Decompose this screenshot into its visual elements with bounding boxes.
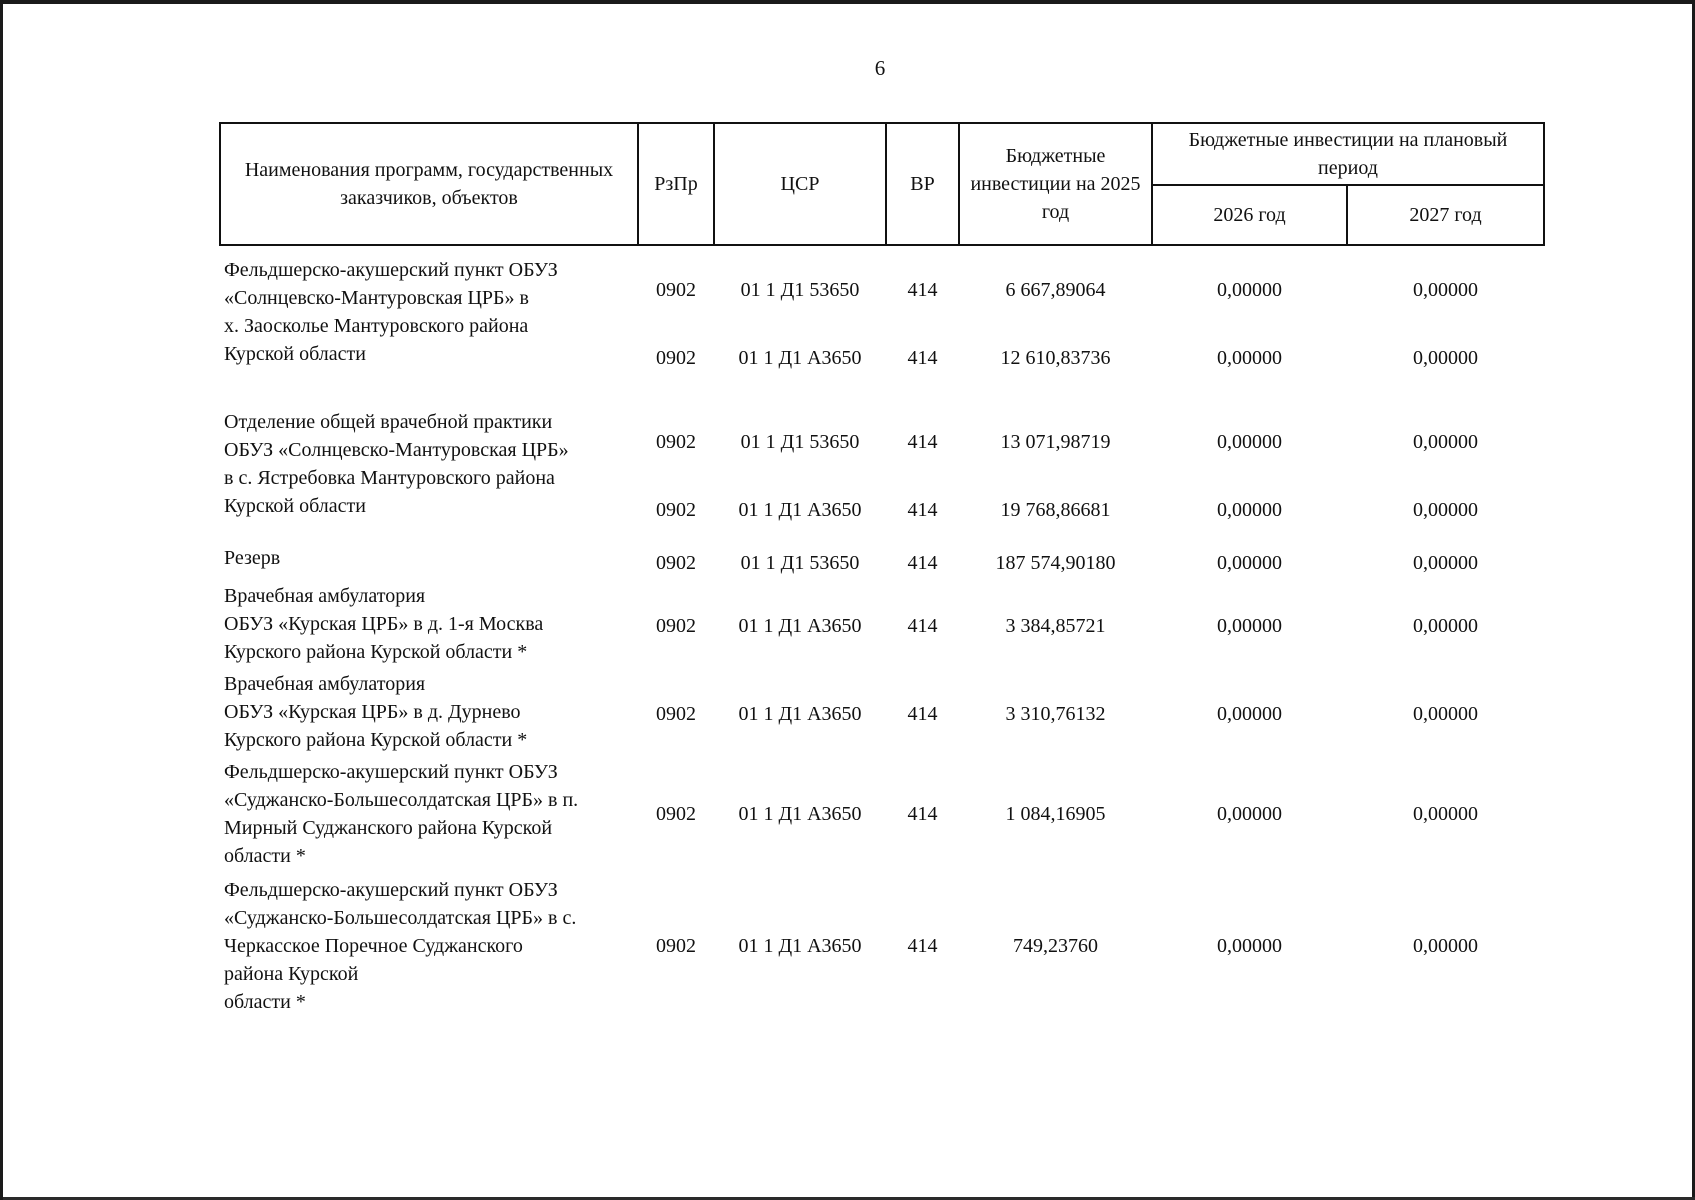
object-name-line: Черкасское Поречное Суджанского — [224, 935, 523, 957]
cell-y2027: 0,00000 — [1413, 552, 1478, 574]
cell-y2026: 0,00000 — [1217, 935, 1282, 957]
cell-csr: 01 1 Д1 А3650 — [738, 803, 862, 825]
cell-y2025: 19 768,86681 — [1000, 499, 1111, 521]
row-spacer — [220, 392, 1544, 408]
cell-csr: 01 1 Д1 53650 — [740, 431, 860, 453]
table-row — [220, 544, 1544, 582]
header-2026: 2026 год — [1152, 185, 1347, 245]
cell-y2025: 749,23760 — [1013, 935, 1098, 957]
object-name-line: Фельдшерско-акушерский пункт ОБУЗ — [224, 761, 558, 783]
cell-y2025: 3 310,76132 — [1005, 703, 1106, 725]
cell-vr: 414 — [907, 347, 938, 369]
object-name-line: области * — [224, 845, 306, 867]
cell-y2026: 0,00000 — [1217, 279, 1282, 301]
scan-border-top — [0, 0, 1695, 4]
object-name-line: Курской области — [224, 343, 366, 365]
table-body — [220, 245, 1544, 1016]
object-name-line: «Солнцевско-Мантуровская ЦРБ» в — [224, 287, 529, 309]
cell-y2027: 0,00000 — [1413, 803, 1478, 825]
cell-y2027: 0,00000 — [1413, 499, 1478, 521]
scan-border-left — [0, 0, 3, 1200]
object-name-line: «Суджанско-Большесолдатская ЦРБ» в п. — [224, 789, 579, 811]
cell-y2026: 0,00000 — [1217, 552, 1282, 574]
cell-rzpr: 0902 — [656, 499, 696, 521]
cell-y2026: 0,00000 — [1217, 499, 1282, 521]
cell-y2025: 6 667,89064 — [1005, 279, 1106, 301]
header-name: Наименования программ, государственных заказчиков, объектов — [220, 123, 638, 245]
header-2027: 2027 год — [1347, 185, 1544, 245]
page-number: 6 — [874, 56, 886, 80]
cell-vr: 414 — [907, 803, 938, 825]
cell-vr: 414 — [907, 615, 938, 637]
cell-csr: 01 1 Д1 А3650 — [738, 615, 862, 637]
row-spacer — [220, 245, 1544, 256]
object-name-line: Курского района Курской области * — [224, 641, 528, 663]
table-header — [220, 123, 1544, 245]
object-name-line: Врачебная амбулатория — [224, 585, 426, 607]
cell-y2027: 0,00000 — [1413, 703, 1478, 725]
header-csr: ЦСР — [714, 123, 886, 245]
cell-vr: 414 — [907, 552, 938, 574]
cell-y2026: 0,00000 — [1217, 431, 1282, 453]
object-name-line: Мирный Суджанского района Курской — [224, 817, 553, 839]
cell-y2027: 0,00000 — [1413, 279, 1478, 301]
cell-vr: 414 — [907, 935, 938, 957]
object-name-line: ОБУЗ «Курская ЦРБ» в д. Дурнево — [224, 701, 521, 723]
header-2025: Бюджетные инвестиции на 2025 год — [959, 123, 1152, 245]
table-row — [220, 408, 1544, 476]
cell-csr: 01 1 Д1 А3650 — [738, 499, 862, 521]
object-name-cell — [220, 758, 638, 870]
header-plan-period: Бюджетные инвестиции на плановый период — [1152, 123, 1544, 185]
cell-rzpr: 0902 — [656, 803, 696, 825]
object-name-line: ОБУЗ «Солнцевско-Мантуровская ЦРБ» — [224, 439, 569, 461]
object-name-line: х. Заосколье Мантуровского района — [224, 315, 529, 337]
cell-y2027: 0,00000 — [1413, 935, 1478, 957]
header-rzpr: РзПр — [638, 123, 714, 245]
table-row — [220, 256, 1544, 324]
cell-rzpr: 0902 — [656, 347, 696, 369]
object-name-cell — [220, 408, 638, 544]
object-name-line: «Суджанско-Большесолдатская ЦРБ» в с. — [224, 907, 577, 929]
cell-y2027: 0,00000 — [1413, 347, 1478, 369]
cell-y2025: 13 071,98719 — [1000, 431, 1111, 453]
object-name-line: района Курской — [224, 963, 359, 985]
cell-y2025: 3 384,85721 — [1005, 615, 1106, 637]
cell-y2025: 12 610,83736 — [1000, 347, 1111, 369]
cell-vr: 414 — [907, 279, 938, 301]
table-row — [220, 876, 1544, 1016]
cell-rzpr: 0902 — [656, 552, 696, 574]
cell-rzpr: 0902 — [656, 279, 696, 301]
object-name-cell — [220, 670, 638, 758]
cell-csr: 01 1 Д1 53650 — [740, 279, 860, 301]
object-name-cell — [220, 876, 638, 1016]
cell-csr: 01 1 Д1 А3650 — [738, 347, 862, 369]
cell-vr: 414 — [907, 499, 938, 521]
cell-y2027: 0,00000 — [1413, 431, 1478, 453]
object-name-line: Отделение общей врачебной практики — [224, 411, 553, 433]
cell-y2025: 1 084,16905 — [1005, 803, 1106, 825]
cell-csr: 01 1 Д1 А3650 — [738, 935, 862, 957]
object-name-line: ОБУЗ «Курская ЦРБ» в д. 1-я Москва — [224, 613, 544, 635]
object-name-cell — [220, 544, 638, 582]
budget-investments-table — [219, 122, 1545, 1016]
cell-rzpr: 0902 — [656, 431, 696, 453]
object-name-line: Курского района Курской области * — [224, 729, 528, 751]
cell-y2026: 0,00000 — [1217, 803, 1282, 825]
table-row — [220, 758, 1544, 870]
object-name-cell — [220, 582, 638, 670]
cell-y2026: 0,00000 — [1217, 347, 1282, 369]
row-spacer-cell — [220, 245, 1544, 256]
cell-y2026: 0,00000 — [1217, 703, 1282, 725]
cell-vr: 414 — [907, 431, 938, 453]
cell-y2026: 0,00000 — [1217, 615, 1282, 637]
cell-y2025: 187 574,90180 — [995, 552, 1116, 574]
header-vr: ВР — [886, 123, 959, 245]
object-name-line: в с. Ястребовка Мантуровского района — [224, 467, 555, 489]
cell-csr: 01 1 Д1 А3650 — [738, 703, 862, 725]
object-name-line: Врачебная амбулатория — [224, 673, 426, 695]
cell-rzpr: 0902 — [656, 703, 696, 725]
object-name-line: Резерв — [224, 547, 281, 569]
table-row — [220, 670, 1544, 758]
table-row — [220, 582, 1544, 670]
cell-rzpr: 0902 — [656, 935, 696, 957]
object-name-cell — [220, 256, 638, 392]
cell-csr: 01 1 Д1 53650 — [740, 552, 860, 574]
cell-rzpr: 0902 — [656, 615, 696, 637]
object-name-line: Фельдшерско-акушерский пункт ОБУЗ — [224, 879, 558, 901]
object-name-line: области * — [224, 991, 306, 1013]
cell-vr: 414 — [907, 703, 938, 725]
object-name-line: Фельдшерско-акушерский пункт ОБУЗ — [224, 259, 558, 281]
object-name-line: Курской области — [224, 495, 366, 517]
row-spacer-cell — [220, 392, 1544, 408]
cell-y2027: 0,00000 — [1413, 615, 1478, 637]
